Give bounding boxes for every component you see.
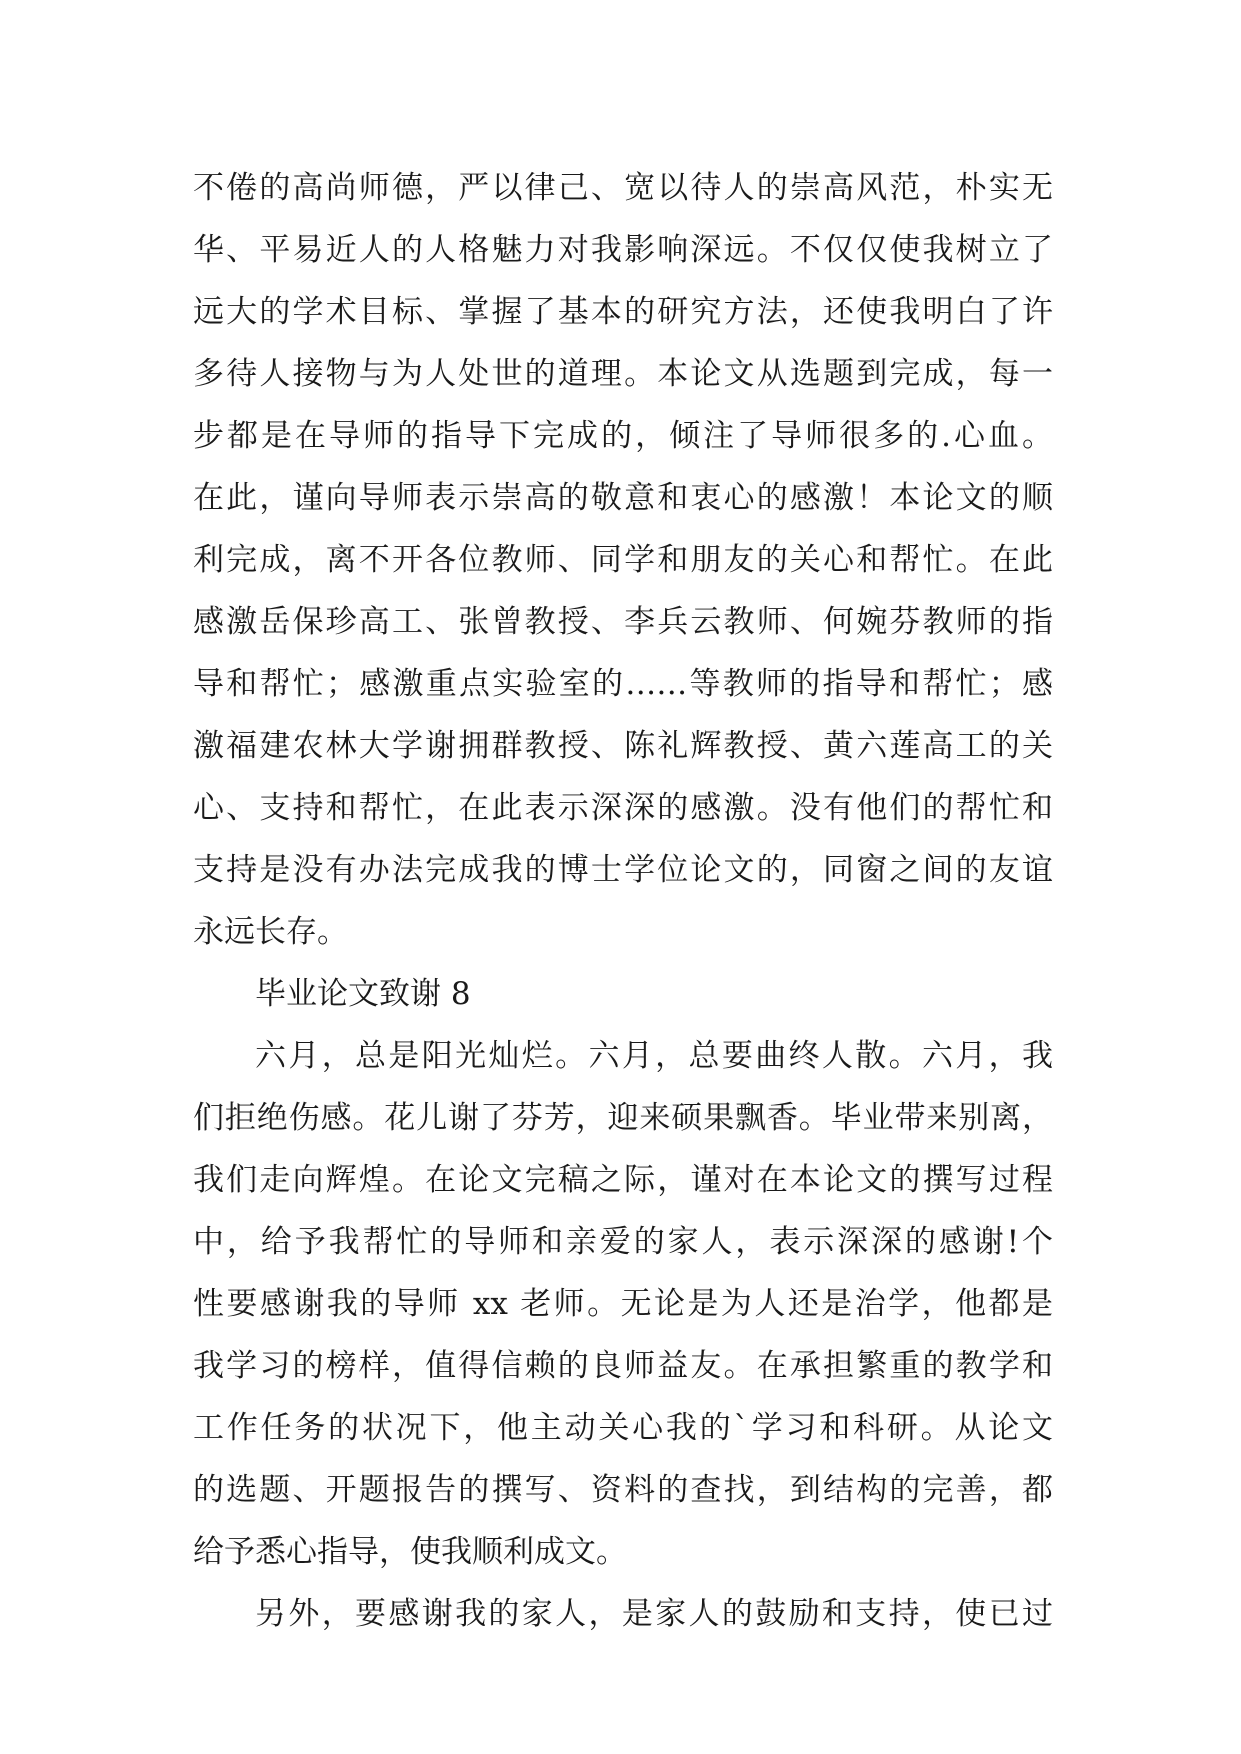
document-body (193, 157, 1053, 1645)
text-line: 给予悉心指导，使我顺利成文。 (193, 1534, 627, 1570)
text-line: 的选题、开题报告的撰写、资料的查找，到结构的完善，都 (193, 1472, 1053, 1508)
text-line: 不倦的高尚师德，严以律己、宽以待人的崇高风范，朴实无 (193, 170, 1053, 206)
paragraph-1 (193, 1025, 1053, 1583)
text-line: 华、平易近人的人格魅力对我影响深远。不仅仅使我树立了 (193, 232, 1053, 268)
text-line: 我学习的榜样，值得信赖的良师益友。在承担繁重的教学和 (193, 1348, 1053, 1384)
text-line: 感激岳保珍高工、张曾教授、李兵云教师、何婉芬教师的指 (193, 604, 1053, 640)
text-line: 利完成，离不开各位教师、同学和朋友的关心和帮忙。在此 (193, 542, 1053, 578)
paragraph-2 (193, 1583, 1053, 1645)
text-line: 在此，谨向导师表示崇高的敬意和衷心的感激！本论文的顺 (193, 480, 1053, 516)
text-line: 另外，要感谢我的家人，是家人的鼓励和支持，使已过 (255, 1596, 1053, 1632)
text-line: 六月，总是阳光灿烂。六月，总要曲终人散。六月，我 (255, 1038, 1053, 1074)
text-line: 永远长存。 (193, 914, 348, 950)
text-line: 我们走向辉煌。在论文完稿之际，谨对在本论文的撰写过程 (193, 1162, 1053, 1198)
section-heading: 毕业论文致谢 8 (255, 976, 471, 1012)
text-line: 步都是在导师的指导下完成的，倾注了导师很多的.心血。 (193, 418, 1053, 454)
paragraph-continued (193, 157, 1053, 963)
text-line: 导和帮忙；感激重点实验室的……等教师的指导和帮忙；感 (193, 666, 1053, 702)
text-line: 支持是没有办法完成我的博士学位论文的，同窗之间的友谊 (193, 852, 1053, 888)
text-line: 激福建农林大学谢拥群教授、陈礼辉教授、黄六莲高工的关 (193, 728, 1053, 764)
text-line: 工作任务的状况下，他主动关心我的`学习和科研。从论文 (193, 1410, 1053, 1446)
text-line: 中，给予我帮忙的导师和亲爱的家人，表示深深的感谢!个 (193, 1224, 1053, 1260)
text-line: 远大的学术目标、掌握了基本的研究方法，还使我明白了许 (193, 294, 1053, 330)
text-line: 们拒绝伤感。花儿谢了芬芳，迎来硕果飘香。毕业带来别离， (193, 1100, 1053, 1136)
text-line: 性要感谢我的导师 xx 老师。无论是为人还是治学，他都是 (193, 1286, 1053, 1322)
text-line: 心、支持和帮忙，在此表示深深的感激。没有他们的帮忙和 (193, 790, 1053, 826)
text-line: 多待人接物与为人处世的道理。本论文从选题到完成，每一 (193, 356, 1053, 392)
